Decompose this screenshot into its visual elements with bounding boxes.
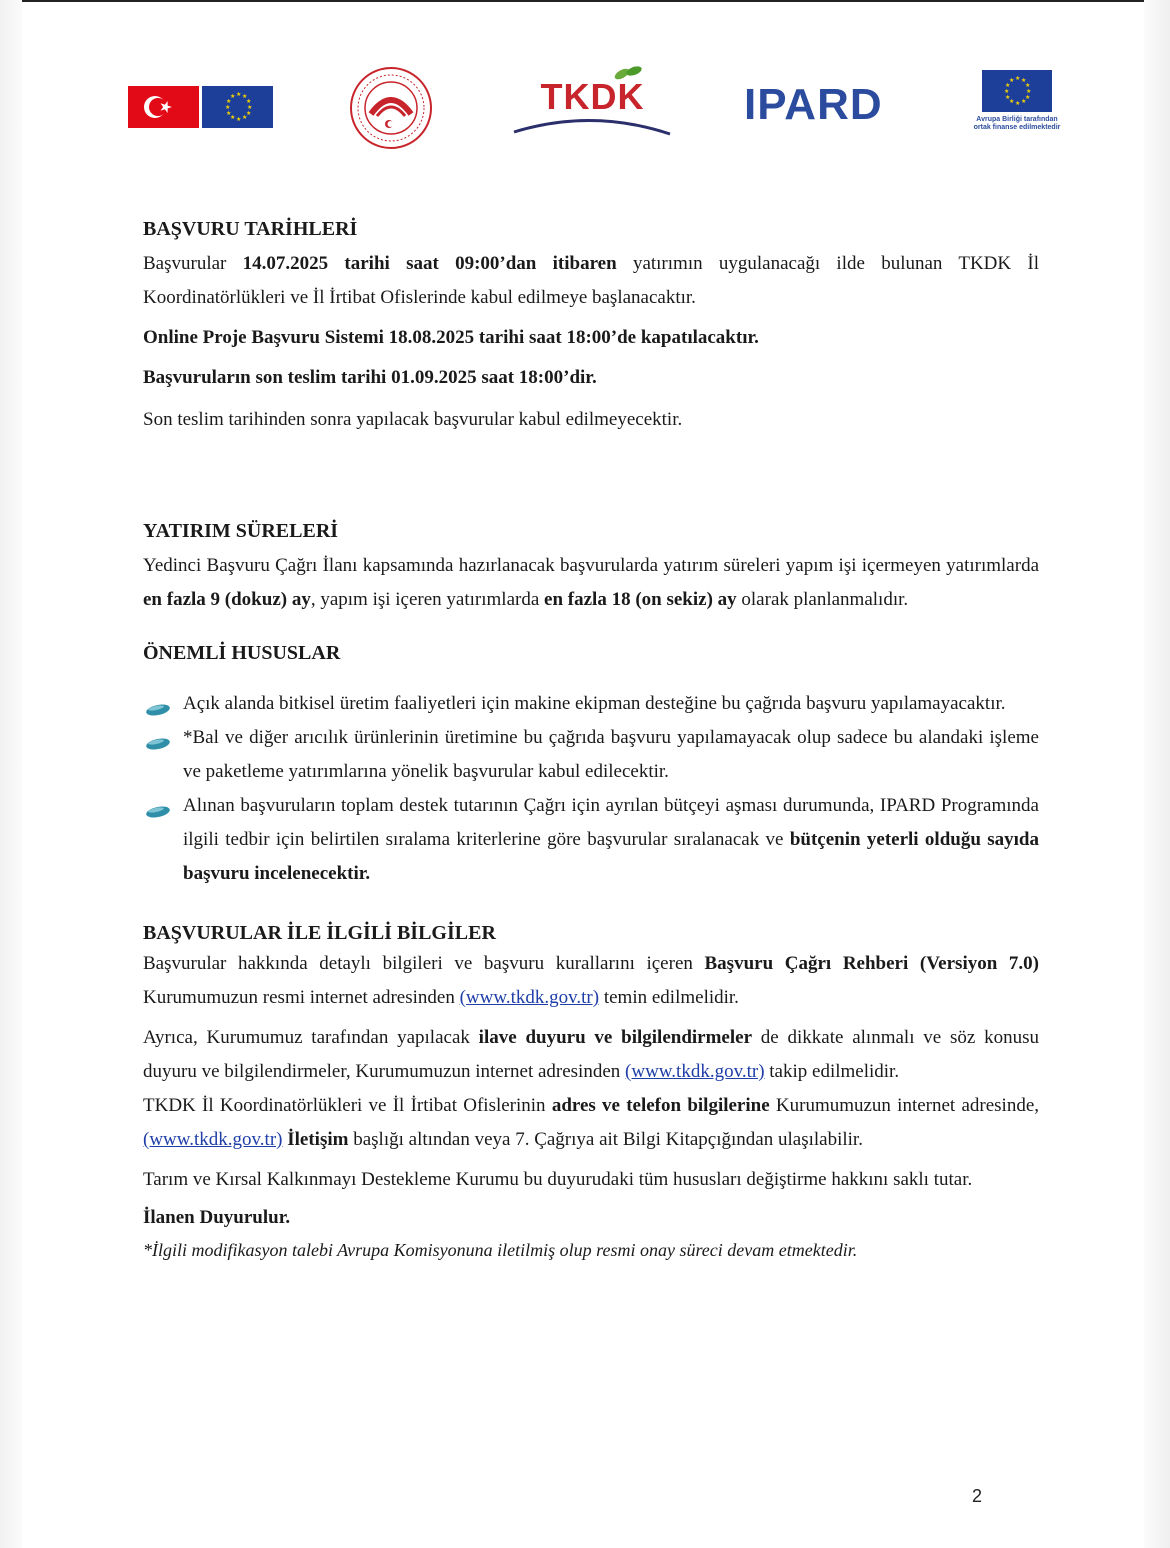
tkdk-logo-text: TKDK (540, 76, 645, 117)
svg-text:★: ★ (1015, 75, 1021, 82)
svg-text:★: ★ (246, 98, 252, 105)
document-body (143, 215, 1039, 1265)
eu-flag-small-icon (982, 70, 1052, 112)
list-item (143, 687, 1039, 721)
section-title-bilgiler: BAŞVURULAR İLE İLGİLİ BİLGİLER (143, 922, 496, 944)
bold-text: en fazla 18 (on sekiz) ay (544, 589, 737, 610)
svg-text:★: ★ (225, 104, 231, 111)
text: başlığı altından veya 7. Çağrıya ait Bilgi Kitapçığından ulaşılabilir. (348, 1129, 863, 1150)
eu-caption-line2: ortak finanse edilmektedir (973, 124, 1061, 131)
tarihler-paragraph-4: Son teslim tarihinden sonra yapılacak başvurular kabul edilmeyecektir. (143, 409, 683, 430)
page-shadow-left (0, 0, 22, 1548)
section-title-tarihler: BAŞVURU TARİHLERİ (143, 218, 358, 240)
text: Başvurular (143, 253, 243, 274)
text: temin edilmelidir. (599, 987, 739, 1008)
turkey-flag-icon (128, 86, 199, 128)
eu-caption (955, 116, 1079, 132)
tkdk-logo (510, 62, 675, 140)
text: TKDK İl Koordinatörlükleri ve İl İrtibat Ofislerinin (143, 1095, 552, 1116)
bold-text: ilave duyuru ve bilgilendirmeler (478, 1027, 753, 1048)
bold-text: 14.07.2025 tarihi saat 09:00’dan itibaren (242, 253, 617, 274)
header-logos (0, 0, 1170, 170)
page-shadow-right (1144, 0, 1170, 1548)
sureler-paragraph (143, 549, 1039, 617)
section-title-sureler: YATIRIM SÜRELERİ (143, 520, 339, 542)
text: Açık alanda bitkisel üretim faaliyetleri için makine ekipman desteğine bu çağrıda başvuru yapılamayacaktır. (183, 693, 1006, 714)
svg-text:★: ★ (1021, 98, 1027, 105)
bold-text: adres ve telefon bilgilerine (551, 1095, 770, 1116)
svg-text:★: ★ (1021, 77, 1027, 84)
text: Başvurular hakkında detaylı bilgileri ve başvuru kurallarını içeren (143, 953, 705, 974)
leaf-bullet-icon (145, 695, 173, 709)
bold-text: Başvuru Çağrı Rehberi (Versiyon 7.0) (704, 953, 1039, 974)
eu-flag-icon (202, 86, 273, 128)
text: Ayrıca, Kurumumuz tarafından yapılacak (143, 1027, 479, 1048)
svg-text:★: ★ (1005, 82, 1011, 89)
text: Kurumumuzun resmi internet adresinden (143, 987, 460, 1008)
bilgiler-paragraph-1 (143, 947, 1039, 1015)
footnote: *İlgili modifikasyon talebi Avrupa Komisyonuna iletilmiş olup resmi onay süreci devam etmektedir. (143, 1240, 858, 1260)
bold-text: Online Proje Başvuru Sistemi 18.08.2025 tarihi saat 18:00’de kapatılacaktır. (143, 327, 759, 348)
svg-text:★: ★ (236, 116, 242, 123)
svg-text:★: ★ (236, 91, 242, 98)
svg-text:★: ★ (1015, 100, 1021, 107)
svg-text:★: ★ (1009, 98, 1015, 105)
eu-caption-line1: Avrupa Birliği tarafından (976, 116, 1058, 123)
text: , yapım işi içeren yatırımlarda (310, 589, 545, 610)
tkdk-website-link[interactable]: (www.tkdk.gov.tr) (143, 1129, 283, 1150)
bold-text: Başvuruların son teslim tarihi 01.09.2025 saat 18:00’dir. (143, 367, 597, 388)
svg-text:★: ★ (1009, 77, 1015, 84)
bold-text: İletişim (287, 1129, 349, 1150)
text: de dikkate alınmalı ve söz konusu duyuru ve bilgilendirmeler, Kurumumuzun internet adresinden (143, 1027, 1039, 1082)
text: Yedinci Başvuru Çağrı İlanı kapsamında hazırlanacak başvurularda yatırım süreleri yapım işi içermeyen yatırımlarda (143, 555, 1039, 576)
bilgiler-paragraph-4: Tarım ve Kırsal Kalkınmayı Destekleme Kurumu bu duyurudaki tüm hususları değiştirme hakkını saklı tutar. (143, 1169, 973, 1190)
svg-text:★: ★ (226, 98, 232, 105)
text: Kurumumuzun internet adresinde, (769, 1095, 1039, 1116)
bilgiler-paragraph-5 (143, 1201, 1039, 1235)
svg-text:★: ★ (242, 114, 248, 121)
text: *Bal ve diğer arıcılık ürünlerinin üretimine bu çağrıda başvuru yapılamayacak olup sadece bu alandaki işleme ve paketleme yatırımlarına yönelik başvurular kabul edilecektir. (183, 727, 1039, 782)
svg-text:★: ★ (1005, 94, 1011, 101)
leaf-bullet-icon (145, 797, 173, 811)
bilgiler-paragraph-2 (143, 1021, 1039, 1089)
bold-text: İlanen Duyurulur. (143, 1207, 291, 1228)
svg-text:★: ★ (247, 104, 253, 111)
svg-text:★: ★ (226, 110, 232, 117)
tarihler-paragraph-1 (143, 247, 1039, 315)
svg-text:★: ★ (1026, 88, 1032, 95)
list-item (143, 721, 1039, 789)
list-item (143, 789, 1039, 891)
tarihler-paragraph-2 (143, 321, 1039, 355)
eu-cofinance-logo (955, 70, 1079, 140)
bold-text: bütçenin yeterli olduğu sayıda başvuru incelenecektir. (183, 829, 1039, 884)
ipard-logo: IPARD (744, 80, 883, 129)
section-title-hususlar: ÖNEMLİ HUSUSLAR (143, 642, 341, 664)
text: Alınan başvuruların toplam destek tutarının Çağrı için ayrılan bütçeyi aşması durumunda, IPARD Programında ilgili tedbir için belirtilen sıralama kriterlerine göre başvurular sıralanacak ve (183, 795, 1039, 850)
text: takip edilmelidir. (764, 1061, 900, 1082)
text: yatırımın uygulanacağı ilde bulunan TKDK İl Koordinatörlükleri ve İl İrtibat Ofislerinde kabul edilmeye başlanacaktır. (143, 253, 1039, 308)
svg-text:★: ★ (230, 114, 236, 121)
ministry-seal-icon (349, 66, 433, 150)
text: olarak planlanmalıdır. (736, 589, 909, 610)
tkdk-website-link[interactable]: (www.tkdk.gov.tr) (459, 987, 600, 1008)
tarihler-paragraph-3 (143, 361, 1039, 395)
svg-text:★: ★ (246, 110, 252, 117)
svg-text:★: ★ (1004, 88, 1010, 95)
bilgiler-paragraph-3 (143, 1089, 1039, 1157)
svg-text:★: ★ (1025, 82, 1031, 89)
page-number: 2 (972, 1486, 983, 1506)
svg-text:★: ★ (242, 93, 248, 100)
svg-text:★: ★ (230, 93, 236, 100)
leaf-bullet-icon (145, 729, 173, 743)
svg-text:★: ★ (1025, 94, 1031, 101)
hususlar-list (143, 687, 1039, 891)
tkdk-website-link[interactable]: (www.tkdk.gov.tr) (625, 1061, 765, 1082)
bold-text: en fazla 9 (dokuz) ay (143, 589, 311, 610)
